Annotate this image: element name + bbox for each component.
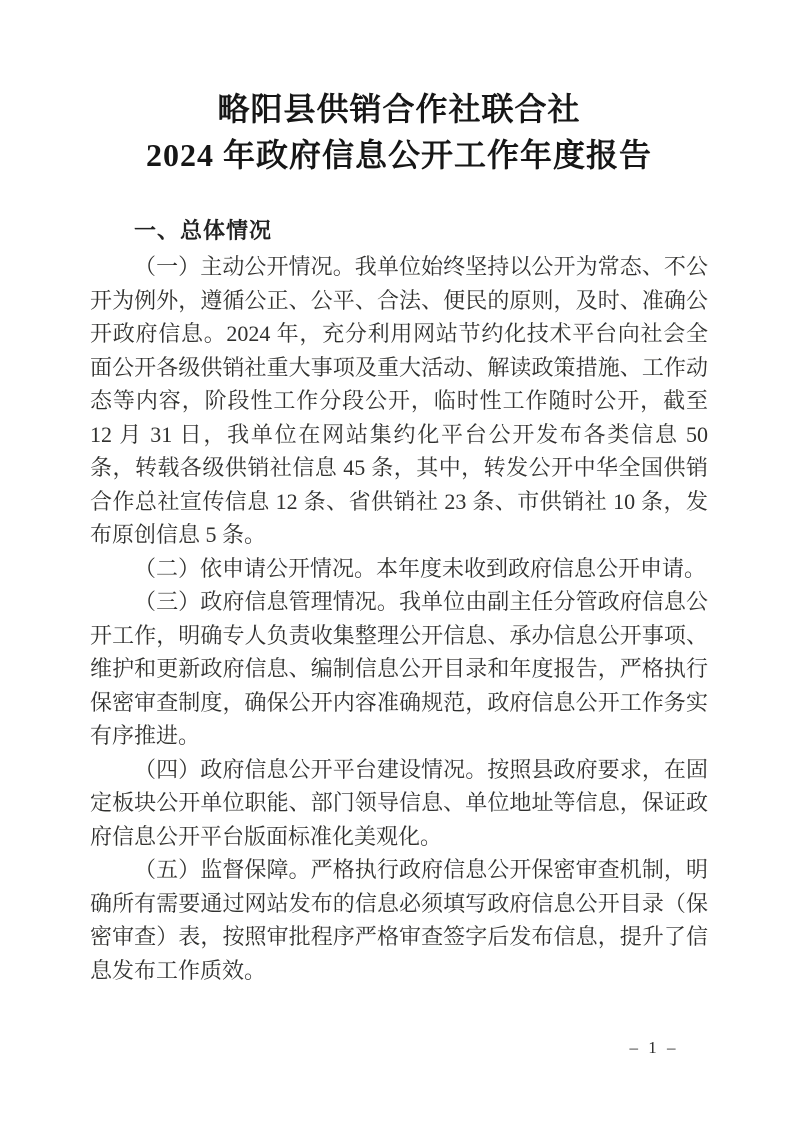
document-content: [90, 0, 708, 987]
section-heading-overview: 一、总体情况: [134, 218, 273, 243]
paragraph-proactive-disclosure: （一）主动公开情况。我单位始终坚持以公开为常态、不公开为例外，遵循公正、公平、合法、便民的原则，及时、准确公开政府信息。2024 年，充分利用网站节约化技术平台向社会全面公开各级供销社重大事项及重大活动、解读政策措施、工作动态等内容，阶段性工作分段公开，临时性工作随时公开，截至 12 月 31 日，我单位在网站集约化平台公开发布各类信息 50 条，转载各级供销社信息 45 条，其中，转发公开中华全国供销合作总社宣传信息 12 条、省供销社 23 条、市供销社 10 条，发布原创信息 5 条。: [90, 254, 708, 547]
paragraph-disclosure-upon-request: （二）依申请公开情况。本年度未收到政府信息公开申请。: [134, 555, 707, 581]
document-title-line2: 2024 年政府信息公开工作年度报告: [145, 137, 652, 173]
document-title-line1: 略阳县供销合作社联合社: [217, 91, 581, 127]
paragraph-information-management: （三）政府信息管理情况。我单位由副主任分管政府信息公开工作，明确专人负责收集整理公开信息、承办信息公开事项、维护和更新政府信息、编制信息公开目录和年度报告，严格执行保密审查制度，确保公开内容准确规范，政府信息公开工作务实有序推进。: [90, 589, 708, 748]
page-number: – 1 –: [629, 1038, 679, 1057]
paragraph-supervision-guarantee: （五）监督保障。严格执行政府信息公开保密审查机制，明确所有需要通过网站发布的信息必须填写政府信息公开目录（保密审查）表，按照审批程序严格审查签字后发布信息，提升了信息发布工作质效。: [90, 857, 708, 983]
paragraph-platform-construction: （四）政府信息公开平台建设情况。按照县政府要求，在固定板块公开单位职能、部门领导信息、单位地址等信息，保证政府信息公开平台版面标准化美观化。: [90, 756, 708, 849]
document-title: [90, 86, 708, 178]
